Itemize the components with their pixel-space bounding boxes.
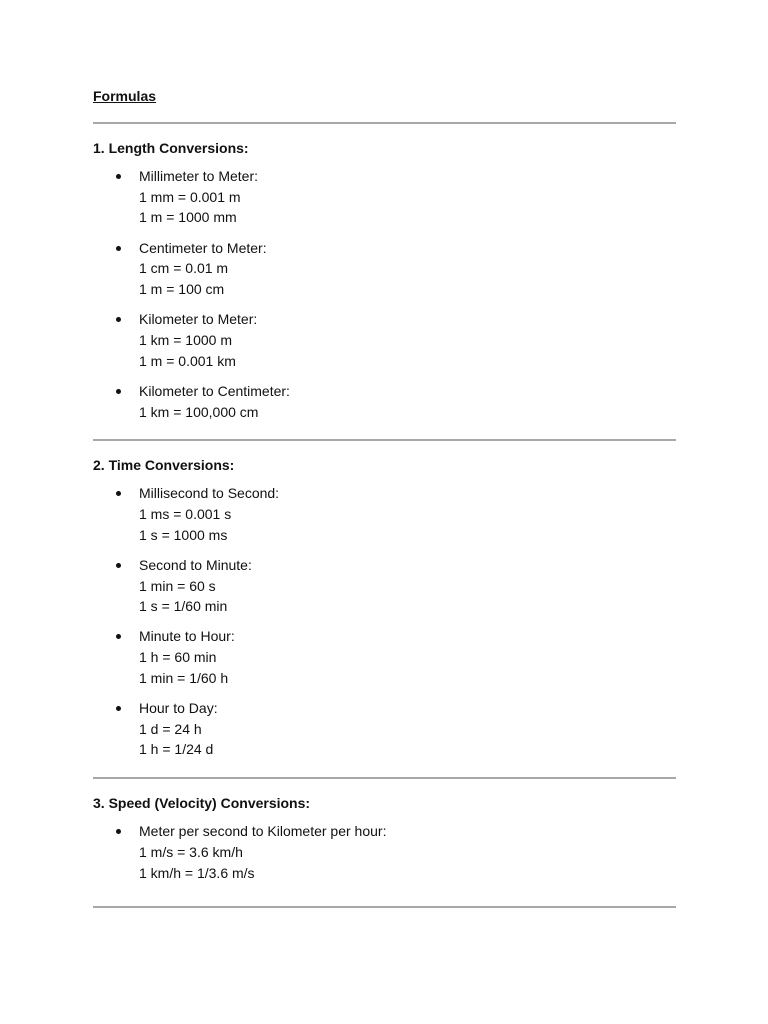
conversion-formula: 1 km = 1000 m — [139, 331, 232, 348]
section-divider — [93, 122, 676, 124]
section-heading: 3. Speed (Velocity) Conversions: — [93, 795, 311, 812]
document-title: Formulas — [93, 88, 157, 104]
conversion-item — [93, 821, 676, 883]
conversion-label: Hour to Day: — [139, 700, 218, 717]
conversion-formula: 1 h = 60 min — [139, 649, 217, 666]
conversion-formula: 1 s = 1000 ms — [139, 526, 228, 543]
conversion-list — [93, 821, 676, 883]
conversion-item — [93, 483, 676, 545]
conversion-list — [93, 483, 676, 760]
conversion-item — [93, 626, 676, 688]
conversion-item — [93, 166, 676, 228]
bullet-icon — [116, 389, 121, 394]
conversion-formula: 1 d = 24 h — [139, 720, 202, 737]
conversion-list — [93, 166, 676, 422]
conversion-item — [93, 238, 676, 300]
conversion-formula: 1 min = 1/60 h — [139, 669, 229, 686]
conversion-label: Kilometer to Meter: — [139, 311, 258, 328]
conversion-formula: 1 m = 1000 mm — [139, 209, 237, 226]
conversion-label: Millisecond to Second: — [139, 485, 280, 502]
bullet-icon — [116, 246, 121, 251]
section-divider — [93, 439, 676, 441]
conversion-formula: 1 km/h = 1/3.6 m/s — [139, 864, 255, 881]
bullet-icon — [116, 174, 121, 179]
conversion-formula: 1 ms = 0.001 s — [139, 505, 232, 522]
conversion-formula: 1 mm = 0.001 m — [139, 188, 241, 205]
conversion-item — [93, 309, 676, 371]
conversion-item — [93, 698, 676, 760]
conversion-label: Kilometer to Centimeter: — [139, 382, 290, 399]
bullet-icon — [116, 317, 121, 322]
section-divider — [93, 777, 676, 779]
conversion-formula: 1 cm = 0.01 m — [139, 260, 229, 277]
bullet-icon — [116, 829, 121, 834]
bullet-icon — [116, 634, 121, 639]
conversion-formula: 1 m = 0.001 km — [139, 352, 236, 369]
conversion-label: Minute to Hour: — [139, 628, 235, 645]
conversion-formula: 1 km = 100,000 cm — [139, 403, 259, 420]
bullet-icon — [116, 706, 121, 711]
conversion-label: Centimeter to Meter: — [139, 239, 267, 256]
section-divider — [93, 906, 676, 908]
document-page — [93, 87, 676, 908]
conversion-formula: 1 h = 1/24 d — [139, 741, 214, 758]
conversion-formula: 1 m/s = 3.6 km/h — [139, 843, 243, 860]
bullet-icon — [116, 491, 121, 496]
conversion-item — [93, 555, 676, 617]
section-heading: 1. Length Conversions: — [93, 140, 249, 156]
conversion-formula: 1 s = 1/60 min — [139, 598, 228, 615]
section-heading: 2. Time Conversions: — [93, 457, 235, 474]
conversion-item — [93, 381, 676, 422]
conversion-label: Second to Minute: — [139, 556, 252, 573]
conversion-label: Millimeter to Meter: — [139, 168, 259, 184]
conversion-formula: 1 min = 60 s — [139, 577, 216, 594]
conversion-formula: 1 m = 100 cm — [139, 281, 225, 298]
conversion-label: Meter per second to Kilometer per hour: — [139, 823, 387, 840]
bullet-icon — [116, 563, 121, 568]
sections-container — [93, 122, 676, 908]
